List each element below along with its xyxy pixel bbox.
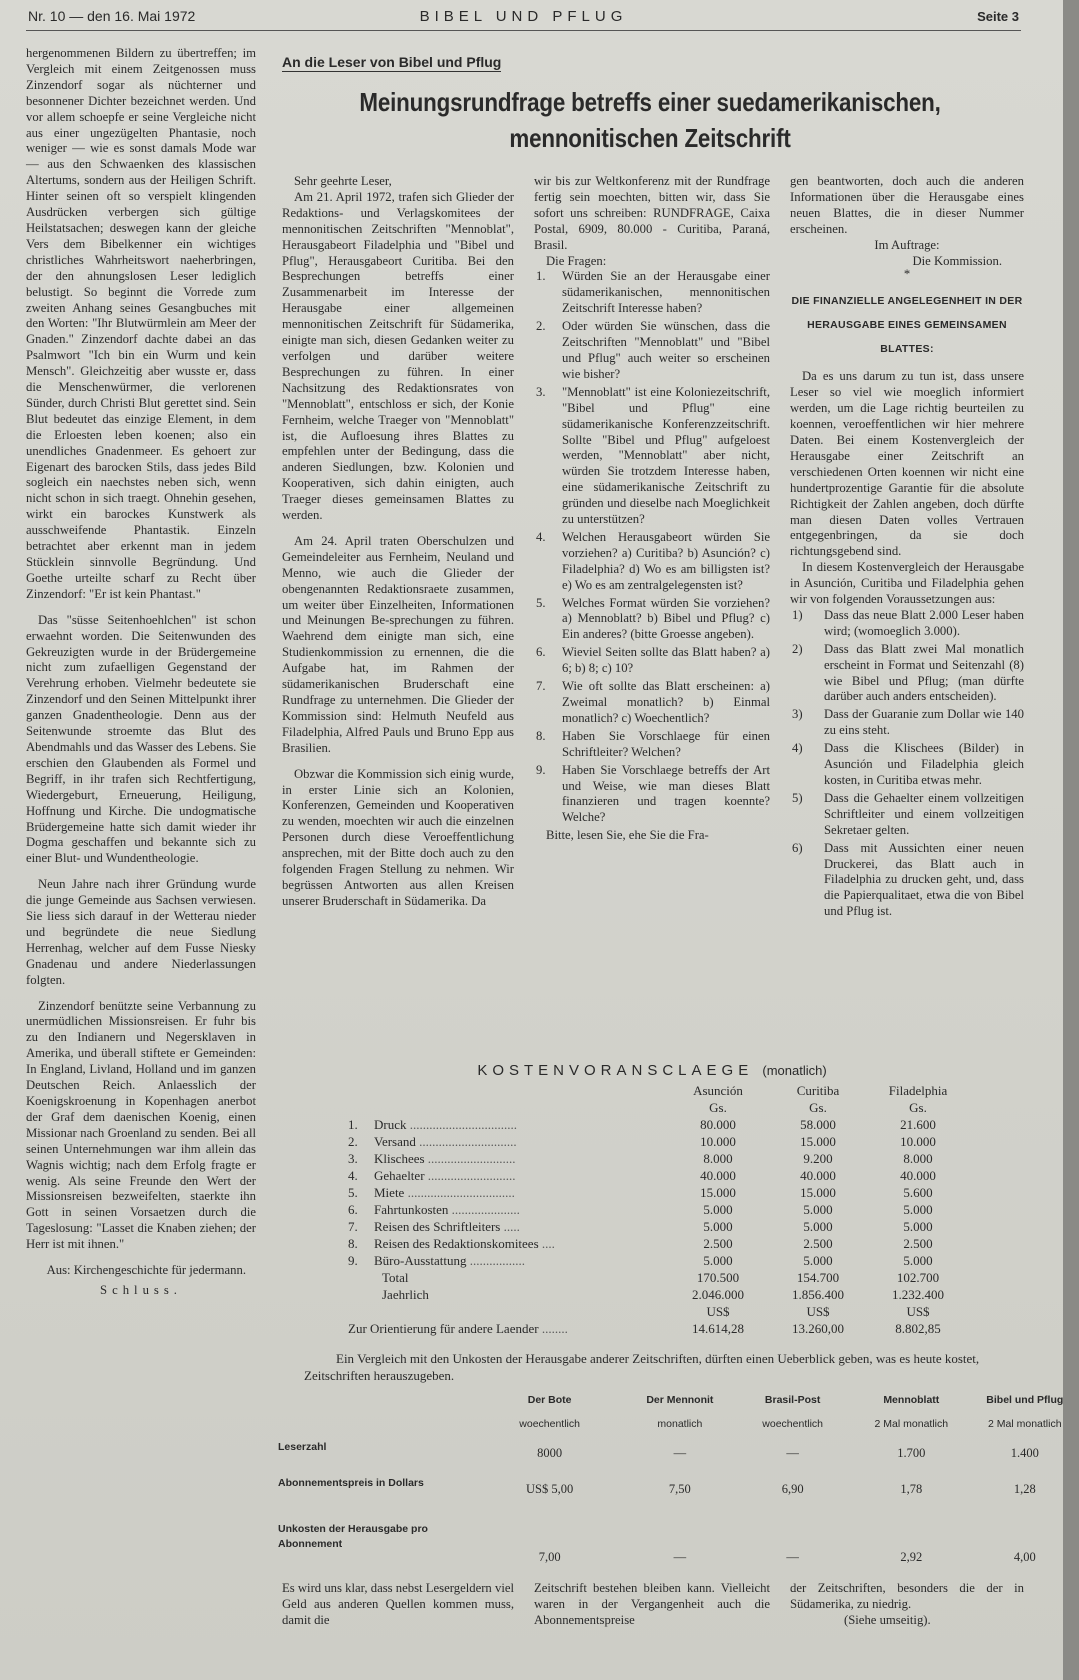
comparison-row [278,1522,1079,1572]
comparison-value: 1.400 [1010,1446,1039,1460]
comparison-value: 1.700 [897,1446,926,1460]
comparison-frequency: woechentlich [762,1418,823,1430]
cost-row-number: 8. [348,1236,358,1251]
question-item [534,645,770,677]
cost-value: 80.000 [700,1117,736,1132]
cost-row-label-text: Klischees [374,1151,425,1166]
dot-leader: .... [538,1236,555,1251]
yearly-value: 1.232.400 [892,1287,944,1302]
question-number: 5. [536,595,546,610]
cost-value: 5.600 [903,1185,933,1200]
closing-text-3 [790,1580,1024,1628]
cost-blank [348,1269,374,1286]
cost-row [348,1116,968,1133]
question-number: 8. [536,728,546,743]
comparison-value: — [673,1550,687,1564]
question-text: "Mennoblatt" ist eine Koloniezeitschrift, "Bibel und Pflug" eine südamerikanische Konferenzzeitschrift. Sollte "Bibel und Pflug" aufgeloest werden, "Mennoblatt" aber nicht, würden Sie trotzdem Interesse haben, eine südamerikanische Zeitschrift zu gründen und dieselbe nach Moeglichkeit zu unterstützen? [562,384,770,527]
article-headline: Meinungsrundfrage betreffs einer suedamerikanischen, mennonitischen Zeitschrift [359,87,941,153]
closing-text-3-body: der Zeitschriften, besonders die der in Südamerika, zu niedrig. [790,1581,1024,1611]
premise-number: 6) [792,840,803,855]
cost-blank [348,1099,374,1116]
cost-row [348,1269,968,1286]
cost-row-label-text: Reisen des Redaktionskomitees [374,1236,539,1251]
cost-row-label-text: Fahrtunkosten [374,1202,449,1217]
article-column-1 [282,174,514,920]
orientation-label [348,1320,668,1337]
cost-row [348,1252,968,1269]
question-text: Haben Sie Vorschlaege betreffs der Art und Weise, wie man dieses Blatt finanzieren und tragen koennte? Welche? [562,762,770,825]
premise-list [790,608,1024,920]
cost-blank [348,1082,374,1099]
questions-heading: Die Fragen: [546,253,607,268]
comparison-column-header: Der Bote [527,1394,572,1406]
question-item [534,763,770,827]
cost-value: 5.000 [803,1253,833,1268]
cost-row-label-text: Druck [374,1117,407,1132]
comparison-row [278,1440,1079,1476]
cost-table [348,1082,968,1337]
comparison-value: — [673,1446,687,1460]
article-paragraph: In diesem Kostenvergleich der Herausgabe in Asunción, Curitiba und Filadelphia gehen wir von folgenden Voraussetzungen aus: [790,560,1024,607]
cost-row-number: 3. [348,1151,358,1166]
cost-column-header: Filadelphia [888,1083,948,1098]
cost-row-number: 6. [348,1202,358,1217]
comparison-frequency-row [278,1418,1079,1440]
article-paragraph: Obzwar die Kommission sich einig wurde, in erster Linie sich an Kolonien, Konferenzen, Gemeinden und Kooperativen zu wenden, moechten wir auch die einzelnen Personen durch diese Veroeffentlichung ansprechen, mit der Bitte doch auch zu den folgenden Fragen Stellung zu nehmen. Wir begrüssen Antworten aus allen Kreisen unserer Bruderschaft in Südamerika. Da [282,766,514,908]
question-item [534,385,770,528]
question-text: Haben Sie Vorschlaege für einen Schriftleiter? Welchen? [562,728,770,759]
premise-number: 2) [792,641,803,656]
premise-text: Dass die Gehaelter einem vollzeitigen Schriftleiter und einem vollzeitigen Sekretaer gelten. [824,790,1024,837]
question-list [534,269,770,826]
article-column-2 [534,174,770,854]
question-text: Welchen Herausgabeort würden Sie vorziehen? a) Curitiba? b) Asunción? c) Filadelphia? d) Wo es am billigsten ist? e) Wo es am zentralgelegensten ist? [562,529,770,592]
cost-value: 5.000 [903,1253,933,1268]
cost-value: 40.000 [900,1168,936,1183]
premise-text: Dass das Blatt zwei Mal monatlich erscheint in Format und Seitenzahl (8) wie Bibel und Pflug; (man dürfte darüber auch anders entscheiden). [824,641,1024,704]
comparison-header-row [278,1394,1079,1418]
cost-row [348,1167,968,1184]
commission-signature: Die Kommission. [912,253,1002,268]
question-text: Oder würden Sie wünschen, dass die Zeitschriften "Mennoblatt" und "Bibel und Pflug" auch weiter so erscheinen wie bisher? [562,319,770,381]
page-header [26,4,1021,31]
dot-leader: .............................. [415,1134,517,1149]
question-number: 6. [536,645,546,660]
premise-item [790,707,1024,739]
cost-blank [374,1303,668,1320]
cost-value: 5.000 [903,1219,933,1234]
cost-title-text: KOSTENVORANSCLAEGE [477,1062,754,1079]
question-item [534,679,770,727]
dot-leader: ........................... [424,1151,516,1166]
comparison-frequency: 2 Mal monatlich [988,1418,1062,1430]
premise-item [790,741,1024,789]
left-column [26,46,256,1299]
commission-mandate: Im Auftrage: [874,237,940,252]
article-paragraph: Am 21. April 1972, trafen sich Glieder der Redaktions- und Verlagskomitees der mennonitischen Zeitschriften "Mennoblat", Herausgabeort Filadelphia und "Bibel und Pflug", Herausgabeort Curitiba. Bei den Besprechungen betreffs einer Zusammenarbeit im Interesse der Herausgabe einer allgemeinen mennonitischen Zeitschrift für Südamerika, einigte man sich, diesen Gedanken weiter zu verfolgen und darüber weitere Besprechungen zu führen. In einer Nachsitzung des Redaktionsrates von "Mennoblatt", entschloss er sich, der Konie Fernheim, welche Traeger von "Mennoblatt" ist, die Aufloesung ihres Blattes zu empfehlen unter der Bedingung, dass die anderen Siedlungen, bzw. Kolonien und Kooperativen, sich dahin einigten, auch Traeger dieses gemeinsamen Blattes zu werden. [282,189,514,523]
cost-value: 21.600 [900,1117,936,1132]
total-value: 102.700 [896,1270,940,1285]
cost-row-label [374,1150,668,1167]
question-item [534,530,770,594]
comparison-column-header: Der Mennonit [646,1394,714,1406]
cost-value: 5.000 [703,1219,733,1234]
cost-row-label-text: Büro-Ausstattung [374,1253,467,1268]
cost-row [348,1184,968,1201]
question-item [534,319,770,383]
cost-row-number: 1. [348,1117,358,1132]
cost-row [348,1218,968,1235]
comparison-value: 8000 [537,1446,563,1460]
cost-blank [374,1082,668,1099]
premise-text: Dass das neue Blatt 2.000 Leser haben wird; (womoeglich 3.000). [824,607,1024,638]
cost-value: 2.500 [903,1236,933,1251]
see-overleaf: (Siehe umseitig). [844,1613,931,1627]
article-column-3 [790,174,1024,922]
question-item [534,269,770,317]
cost-row-label [374,1252,668,1269]
comparison-value: — [786,1446,799,1460]
usd-label: US$ [706,1304,730,1319]
question-text: Wie oft sollte das Blatt erscheinen: a) Zweimal monatlich? b) Einmal monatlich? c) Woechentlich? [562,679,770,725]
orientation-value: 13.260,00 [792,1321,844,1336]
cost-currency: Gs. [909,1100,927,1115]
cost-column-header: Asunción [693,1083,743,1098]
comparison-blank [278,1394,473,1418]
cost-value: 40.000 [800,1168,836,1183]
left-paragraph: hergenommenen Bildern zu übertreffen; im Vergleich mit einem Zeitgenossen muss Zinzendorf sogar als nüchterner und besonnener Dichter bezeichnet werden. Und vor allem schoepfe er seine Vergleiche nicht aus einer ungezügelten Phantasie, noch weniger — wie es sonst damals Mode war — aus den Schwaenken des klassischen Altertums, sondern aus der Heiligen Schrift. Hinter seinen oft so verspielt klingenden Ausdrücken verbergen sich gültige Heilstatsachen; deswegen kann der gleiche Vers dem Bibelkenner ein wichtiges christliches Wahrheitswort naeherbringen, der den ahnungslosen Leser lediglich belustigt. So beginnt die Vorrede zum zweiten Anhang seines Gesangbuches mit den Worten: "Ihr Blutwürmlein am Meer der Gnaden." Zinzendorf dachte dabei an das Psalmwort "Ich bin ein Wurm und kein Mensch". Gleichzeitig aber wusste er, dass die Menschenwürmer, die verlorenen Sünder, durch Christi Blut gerettet sind. Sein Blut bedeutet das einzige Element, in dem die Erloesten leben koenen; also ein unendliches Gnadenmeer. Es gehoert zur Eigenart des barocken Stils, dass jedes Bild sogleich ein naechstes neben sich, wenn nicht schon in sich traegt. Ohnehin gesehen, wirkt ein barockes Kunstwerk als ausschweifende Phantastik. Einzeln betrachtet aber erkennt man in jedem Stücklein sinnvolle Begründung. Und Goethe urteilte scharf zu Recht über Zinzendorf: "Er ist kein Phantast." [26,46,256,601]
article-paragraph: Am 24. April traten Oberschulzen und Gemeindeleiter aus Fernheim, Neuland und Menno, wie auch die Glieder der obengenannten Redaktionsraete zusammen, um weiter über Einzelheiten, Informationen und Meinungen Be-sprechungen zu führen. Waehrend dem einigte man sich, eine Studienkommission zu ernennen, die die Aufgabe hat, im Rahmen der südamerikanischen Bruderschaft eine Rundfrage zu unternehmen. Die Glieder der Kommission sind: Helmuth Neufeld aus Filadelphia, Alfred Pauls und Bruno Epp aus Brasilien. [282,533,514,755]
comparison-column-header: Bibel und Pflug [986,1394,1064,1406]
question-number: 3. [536,384,546,399]
cost-row-label [374,1116,668,1133]
page-number: Seite 3 [977,9,1019,24]
cost-value: 58.000 [800,1117,836,1132]
dot-leader: ..................... [448,1202,520,1217]
end-marker: Schluss. [100,1282,182,1297]
cost-row-label [374,1201,668,1218]
question-text: Wieviel Seiten sollte das Blatt haben? a) 6; b) 8; c) 10? [562,645,770,676]
comparison-row-label: Leserzahl [278,1441,327,1453]
cost-row [348,1235,968,1252]
cost-row-number: 5. [348,1185,358,1200]
cost-value: 15.000 [800,1134,836,1149]
cost-value: 5.000 [703,1202,733,1217]
total-value: 154.700 [796,1270,840,1285]
cost-row-label [374,1184,668,1201]
cost-row [348,1082,968,1099]
cost-value: 5.000 [903,1202,933,1217]
comparison-intro: Ein Vergleich mit den Unkosten der Herausgabe anderer Zeitschriften, dürften einen Ueberblick geben, was es heute kostet, Zeitschriften herauszugeben. [304,1351,980,1383]
article-paragraph: Da es uns darum zu tun ist, dass unsere Leser so viel wie moeglich informiert werden, um die Lage richtig beurteilen zu koennen, veroeffentlichen wir hier mehrere Daten. Bei einem Kostenvergleich der Herausgabe einer Zeitschrift an verschiedenen Orten koennen wir nicht eine hundertprozentige Garantie für die absolute Richtigkeit der Zahlen angeben, doch dürfte man diesen Daten volles Vertrauen entgegenbringen, da sie doch richtungsgebend sind. [790,369,1024,559]
cost-row-number: 7. [348,1219,358,1234]
cost-row [348,1099,968,1116]
dot-leader: ................................. [406,1117,517,1132]
premise-item [790,791,1024,839]
dot-leader: ................................. [404,1185,515,1200]
premise-number: 5) [792,790,803,805]
section-heading: DIE FINANZIELLE ANGELEGENHEIT IN DER HERAUSGABE EINES GEMEINSAMEN BLATTES: [791,295,1023,356]
premise-number: 3) [792,707,803,722]
issue-date: Nr. 10 — den 16. Mai 1972 [28,8,196,24]
orientation-label-text: Zur Orientierung für andere Laender [348,1321,539,1336]
comparison-value: 7,00 [538,1550,561,1564]
question-item [534,729,770,761]
premise-number: 1) [792,607,803,622]
premise-text: Dass der Guaranie zum Dollar wie 140 zu eins steht. [824,707,1024,738]
comparison-frequency: monatlich [657,1418,703,1430]
cost-blank [348,1286,374,1303]
cost-row-label-text: Versand [374,1134,416,1149]
orientation-value: 8.802,85 [895,1321,941,1336]
question-number: 2. [536,319,546,334]
cost-currency: Gs. [809,1100,827,1115]
cost-row [348,1303,968,1320]
comparison-frequency: woechentlich [519,1418,580,1430]
article-kicker: An die Leser von Bibel und Pflug [282,54,502,70]
dot-leader: ........ [538,1321,568,1336]
usd-label: US$ [806,1304,830,1319]
article-paragraph: gen beantworten, doch auch die anderen Informationen über die Herausgabe eines neuen Blattes, die in dieser Nummer erscheinen. [790,174,1024,236]
cost-row-number: 2. [348,1134,358,1149]
separator-star: * [903,267,911,282]
left-paragraph: Das "süsse Seitenhoehlchen" ist schon erwaehnt worden. Die Seitenwunden des Gekreuzigten wurde in der Brüdergemeine nicht zum zufaelligen Gegenstand der Verehrung erhoben. Vielmehr bedeutete sie Zinzendorf und den Seinen Mittelpunkt ihrer ganzen Gnadentheologie. Denn aus der Seitenwunde stroemte das Blut des Abendmahls und das Wasser des Lebens. Sie erschien den Glaubenden als Formel und Begriff, in ihr trafen sich Rechtfertigung, Wiedergeburt, Erneuerung, Heiligung, Hoffnung und Kirche. Die undogmatische Brüdergemeine hatte sich damit wieder ihr Dogma geschaffen und bekannte sich zu einer Blut- und Wundentheologie. [26,612,256,866]
comparison-value: 4,00 [1013,1550,1036,1564]
cost-estimates [282,1062,1022,1336]
premise-text: Dass mit Aussichten einer neuen Druckerei, das Blatt auch in Filadelphia zu drucken geht, und, dass die Papierqualitaet, etwa die von Bibel und Pflug ist. [824,840,1024,919]
comparison-value: 2,92 [900,1550,923,1564]
cost-row-number: 4. [348,1168,358,1183]
dot-leader: ................. [466,1253,525,1268]
question-number: 7. [536,679,546,694]
cost-value: 8.000 [903,1151,933,1166]
cost-value: 8.000 [703,1151,733,1166]
usd-label: US$ [906,1304,930,1319]
cost-row-label-text: Miete [374,1185,405,1200]
cost-value: 5.000 [803,1202,833,1217]
cost-blank [348,1303,374,1320]
comparison-column-header: Brasil-Post [764,1394,821,1406]
cost-subtitle: (monatlich) [762,1063,827,1078]
article-paragraph: wir bis zur Weltkonferenz mit der Rundfrage fertig sein moechten, bitten wir, dass Sie sofort uns schreiben: RUNDFRAGE, Caixa Postal, 6909, 80.000 - Curitiba, Paraná, Brasil. [534,174,770,252]
cost-value: 15.000 [800,1185,836,1200]
cost-value: 5.000 [703,1253,733,1268]
comparison-value: US$ 5,00 [526,1482,574,1496]
yearly-value: 2.046.000 [692,1287,744,1302]
comparison-frequency: 2 Mal monatlich [874,1418,949,1430]
cost-value: 10.000 [700,1134,736,1149]
premise-item [790,642,1024,706]
yearly-label: Jaehrlich [382,1287,429,1302]
question-number: 4. [536,529,546,544]
question-number: 1. [536,269,546,284]
closing-text-1: Es wird uns klar, dass nebst Lesergeldern viel Geld aus anderen Quellen kommen muss, damit die [282,1581,514,1627]
left-paragraph: Neun Jahre nach ihrer Gründung wurde die junge Gemeinde aus Sachsen verwiesen. Sie liess sich darauf in der Wetterau nieder und begründete die neue Siedlung Herrenhag, welcher auf dem Fusse Niesky Gnadenau und andere Niederlassungen folgten. [26,877,256,987]
comparison-row-label: Abonnementspreis in Dollars [278,1477,424,1489]
premise-item [790,841,1024,921]
total-value: 170.500 [696,1270,740,1285]
cost-value: 15.000 [700,1185,736,1200]
comparison-value: 1,28 [1013,1482,1036,1496]
yearly-value: 1.856.400 [792,1287,844,1302]
cost-value: 10.000 [900,1134,936,1149]
cost-row [348,1201,968,1218]
question-number: 9. [536,762,546,777]
comparison-value: 7,50 [668,1482,691,1496]
question-item [534,596,770,644]
cost-row-label-text: Reisen des Schriftleiters [374,1219,501,1234]
cost-row-label [374,1167,668,1184]
cost-column-header: Curitiba [796,1083,840,1098]
comparison-row-label: Unkosten der Herausgabe pro Abonnement [278,1523,428,1550]
premise-number: 4) [792,741,803,756]
comparison-value: — [786,1550,799,1564]
comparison-value: 6,90 [781,1482,804,1496]
cost-title [282,1062,1022,1079]
premise-text: Dass die Klischees (Bilder) in Asunción und Filadelphia gleich kosten, in Curitiba etwas mehr. [824,741,1024,787]
comparison-row [278,1476,1079,1522]
dot-leader: ........................... [424,1168,516,1183]
cost-row-label-text: Gehaelter [374,1168,425,1183]
comparison-value: 1,78 [900,1482,923,1496]
question-text: Würden Sie an der Herausgabe einer südamerikanischen, mennonitischen Zeitschrift Interesse haben? [562,269,770,316]
orientation-value: 14.614,28 [692,1321,744,1336]
cost-value: 9.200 [803,1151,833,1166]
salutation: Sehr geehrte Leser, [294,174,392,188]
dot-leader: ..... [500,1219,520,1234]
closing-text-2: Zeitschrift bestehen bleiben kann. Vielleicht waren in der Vergangenheit auch die Abonnementspreise [534,1581,770,1627]
cost-row [348,1133,968,1150]
cost-value: 40.000 [700,1168,736,1183]
cost-row [348,1150,968,1167]
cost-row-label [374,1218,668,1235]
orientation-row [348,1320,968,1337]
source-note: Aus: Kirchengeschichte für jedermann. [46,1263,246,1278]
comparison-column-header: Mennoblatt [883,1394,940,1406]
question-text: Welches Format würden Sie vorziehen? a) Mennoblatt? b) Bibel und Pflug? c) Ein anderes? (bitte Groesse angeben). [562,595,770,642]
cost-row [348,1286,968,1303]
cost-row-label [374,1235,668,1252]
total-label: Total [382,1270,409,1285]
cost-row-label [374,1133,668,1150]
left-paragraph: Zinzendorf benützte seine Verbannung zu unermüdlichen Missionsreisen. Er fuhr bis zu den Indianern und Negersklaven in Amerika, und überall stiftete er Gemeinden: In England, Livland, Holland und im ganzen Deutschen Reich. Anlaesslich der Koenigskroenung in Kopenhagen anerbot der Graf dem daenischen Koenig, einen Missionar nach Groenland zu senden. Bei all seinen Unternehmungen war ihm allein das Wagnis wichtig; nach dem Erfolg fragte er wenig. Als seine Freunde den Wert der Missionsreisen bezweifelten, staerkte ihn Gott in seinen Vorsaetzen durch die Tageslosung: "Lasset die Knaben ziehen; der Herr ist mit ihnen." [26,998,256,1252]
comparison-table [278,1394,1079,1572]
cost-currency: Gs. [709,1100,727,1115]
comparison-blank [278,1418,473,1440]
cost-row-number: 9. [348,1253,358,1268]
masthead: BIBEL UND PFLUG [419,8,628,25]
cost-value: 5.000 [803,1219,833,1234]
article-paragraph: Bitte, lesen Sie, ehe Sie die Fra- [546,828,709,843]
premise-item [790,608,1024,640]
cost-value: 2.500 [803,1236,833,1251]
cost-blank [374,1099,668,1116]
cost-value: 2.500 [703,1236,733,1251]
